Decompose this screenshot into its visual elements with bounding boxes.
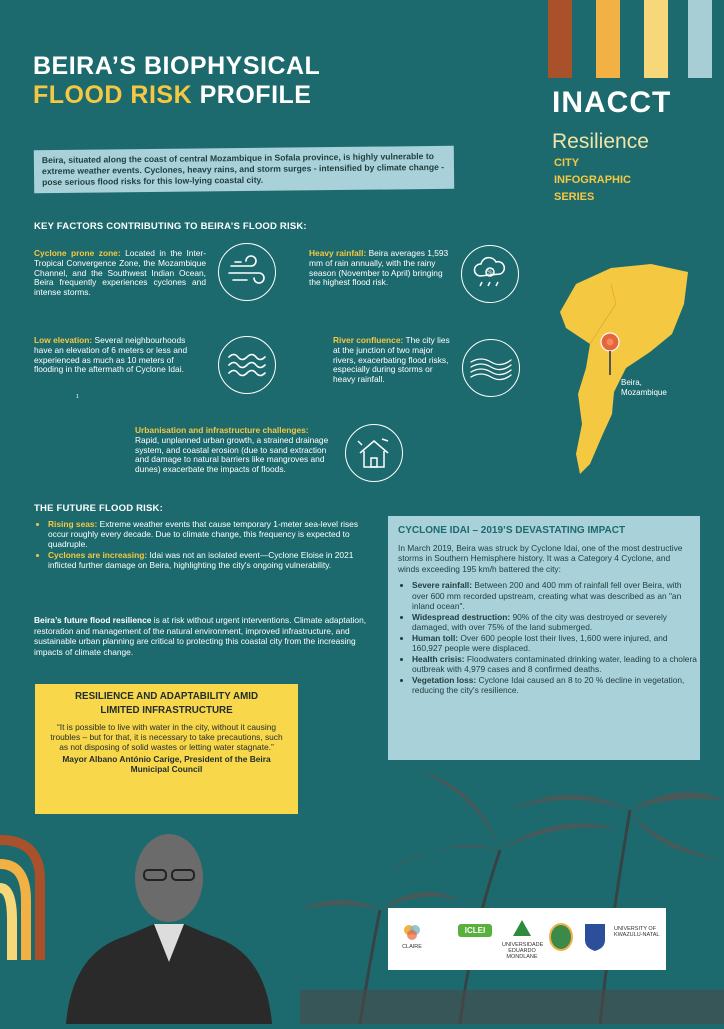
factor-cyclone xyxy=(34,249,206,298)
idai-item-text: Over 600 people lost their lives, 1,600 were injured, and 160,927 people were displaced. xyxy=(412,632,668,653)
series-label xyxy=(554,155,631,206)
uem-logo-text: UNIVERSIDADE EDUARDO MONDLANE xyxy=(502,942,544,960)
idai-item-label: Vegetation loss: xyxy=(412,674,477,685)
map-label-line1: Beira, xyxy=(621,378,642,387)
footnote-mark: 1 xyxy=(76,394,79,400)
factor-river-label: River confluence: xyxy=(333,335,404,345)
factor-cyclone-label: Cyclone prone zone: xyxy=(34,248,121,258)
idai-item-text: Between 200 and 400 mm of rainfall fell over Beira, with over 600 mm recorded upstream, creating what was described as an "an inland ocean". xyxy=(412,580,682,611)
river-icon xyxy=(462,339,520,397)
resilience-paragraph xyxy=(34,615,379,657)
future-cyclones-label: Cyclones are increasing: xyxy=(48,550,148,560)
uem-logo xyxy=(502,918,542,960)
key-factors-heading: KEY FACTORS CONTRIBUTING TO BEIRA’S FLOOD RISK: xyxy=(34,221,307,232)
color-bar-orange xyxy=(596,0,620,78)
factor-river xyxy=(333,336,453,385)
future-item-rising xyxy=(48,519,379,549)
idai-item xyxy=(412,675,700,696)
future-list xyxy=(34,519,379,571)
factor-rainfall-label: Heavy rainfall: xyxy=(309,248,367,258)
intro-text: Beira, situated along the coast of central Mozambique in Sofala province, is highly vulnerable to extreme weather events. Cyclones, heavy rains, and storm surges - intensified by climate change - pose serious flood risks for this low-lying coastal city. xyxy=(34,146,454,193)
beira-seal-logo xyxy=(548,922,574,954)
page-title xyxy=(33,52,320,110)
palm-trees-image xyxy=(300,740,724,1024)
future-item-cyclones xyxy=(48,550,379,570)
iclei-logo xyxy=(458,924,492,937)
svg-text:%: % xyxy=(487,269,493,276)
map-label-line2: Mozambique xyxy=(621,387,667,397)
idai-list xyxy=(388,580,700,696)
color-bar-blue xyxy=(688,0,712,78)
color-bar-rust xyxy=(548,0,572,78)
map-label xyxy=(621,378,667,397)
series-line-infographic: INFOGRAPHIC xyxy=(554,174,631,186)
location-pin-icon xyxy=(598,331,622,382)
idai-item-text: Cyclone Idai caused an 8 to 20 % decline in vegetation, reducing the city's resilience. xyxy=(412,674,685,695)
quote-text: “It is possible to live with water in the city, without it causing troubles – but for that, it is necessary to take precautions, such as not disposing of solid wastes or letting water stagnate.” xyxy=(50,722,283,753)
factor-urban xyxy=(135,426,340,475)
mayor-portrait xyxy=(66,812,272,1024)
title-profile: PROFILE xyxy=(192,81,312,109)
series-line-city: CITY xyxy=(554,157,580,169)
quote-heading: RESILIENCE AND ADAPTABILITY AMID LIMITED INFRASTRUCTURE xyxy=(74,691,259,716)
idai-item-label: Health crisis: xyxy=(412,653,465,664)
factor-rainfall xyxy=(309,249,449,288)
cyclone-idai-box xyxy=(388,516,700,760)
factor-cyclone-text: Located in the Inter-Tropical Convergence Zone, the Mozambique Channel, and the Southwest Indian Ocean, Beira frequently experiences cyclones and intense storms. xyxy=(34,248,206,298)
series-line-series: SERIES xyxy=(554,191,595,203)
idai-item-label: Severe rainfall: xyxy=(412,580,473,590)
quote-author: Mayor Albano António Carige, President of the Beira Municipal Council xyxy=(62,753,271,774)
idai-item xyxy=(412,654,700,675)
title-flood-risk: FLOOD RISK xyxy=(33,81,193,109)
brand-name: INACCT xyxy=(552,86,672,119)
factor-urban-text: Rapid, unplanned urban growth, a strained drainage system, and coastal erosion (due to sand extraction and damage to natural barriers like mangroves and dunes) exacerbate the impacts of floods. xyxy=(135,434,329,475)
factor-rainfall-text: Beira averages 1,593 mm of rain annually, with the rainy season (November to April) bringing the highest flood risk. xyxy=(309,248,449,288)
idai-item-text: Floodwaters contaminated drinking water, leading to a cholera outbreak with 4,979 cases and 8 confirmed deaths. xyxy=(412,653,697,674)
quote-box xyxy=(35,684,298,814)
claire-logo-text: CLAIRE xyxy=(402,944,422,950)
ukzn-logo-text: UNIVERSITY OF KWAZULU-NATAL xyxy=(614,926,660,938)
idai-intro: In March 2019, Beira was struck by Cyclone Idai, one of the most destructive storms in Southern Hemisphere history. It was a Category 4 Cyclone, and winds exceeding 195 km/h battered the city: xyxy=(398,542,683,574)
brand-color-bars xyxy=(548,0,714,78)
crest-logo xyxy=(582,922,608,954)
iclei-logo-text: ICLEI xyxy=(458,924,492,937)
idai-item xyxy=(412,633,700,654)
ukzn-logo xyxy=(614,926,664,938)
partner-logos xyxy=(388,908,666,970)
title-line1: BEIRA’S BIOPHYSICAL xyxy=(33,52,321,80)
factor-elevation-text: Several neighbourhoods have an elevation of 6 meters or less and experienced as much as 10 meters of flooding in the aftermath of Cyclone Idai. xyxy=(34,335,188,375)
resilience-bold: Beira’s future flood resilience xyxy=(34,615,152,625)
idai-item-label: Human toll: xyxy=(412,632,459,643)
idai-item-label: Widespread destruction: xyxy=(412,611,511,622)
future-rising-label: Rising seas: xyxy=(48,519,98,529)
idai-heading: CYCLONE IDAI – 2019’S DEVASTATING IMPACT xyxy=(398,525,626,536)
future-cyclones-text: Idai was not an isolated event—Cyclone Eloise in 2021 inflicted further damage on Beira, highlighting the city's ongoing vulnerability. xyxy=(48,550,354,570)
future-heading: THE FUTURE FLOOD RISK: xyxy=(34,503,163,514)
factor-river-text: The city lies at the junction of two major rivers, exacerbating flood risks, especially during storms or heavy rainfall. xyxy=(333,335,450,385)
wind-icon xyxy=(218,243,276,301)
future-rising-text: Extreme weather events that cause temporary 1-meter sea-level rises occur roughly every decade. Due to climate change, this frequency is expected to quadruple. xyxy=(48,519,359,549)
color-bar-yellow xyxy=(644,0,668,78)
idai-item xyxy=(412,612,700,633)
claire-logo xyxy=(394,922,430,950)
rain-cloud-icon xyxy=(461,245,519,303)
decorative-stripes xyxy=(0,820,60,960)
damaged-house-icon xyxy=(345,424,403,482)
idai-item xyxy=(412,580,700,612)
brand-resilience: Resilience xyxy=(552,130,649,153)
factor-elevation-label: Low elevation: xyxy=(34,335,93,345)
idai-item-text: 90% of the city was destroyed or severely damaged, with over 75% of the land submerged. xyxy=(412,611,667,632)
factor-elevation xyxy=(34,336,204,375)
mozambique-map xyxy=(556,264,691,476)
resilience-text: is at risk without urgent interventions. Climate adaptation, restoration and management of the natural environment, improved infrastructure, and sustainable urban planning are critical to protecting this coastal city from the increasing impacts of climate change. xyxy=(34,615,367,657)
factor-urban-label: Urbanisation and infrastructure challenges: xyxy=(135,425,309,435)
waves-icon xyxy=(218,336,276,394)
